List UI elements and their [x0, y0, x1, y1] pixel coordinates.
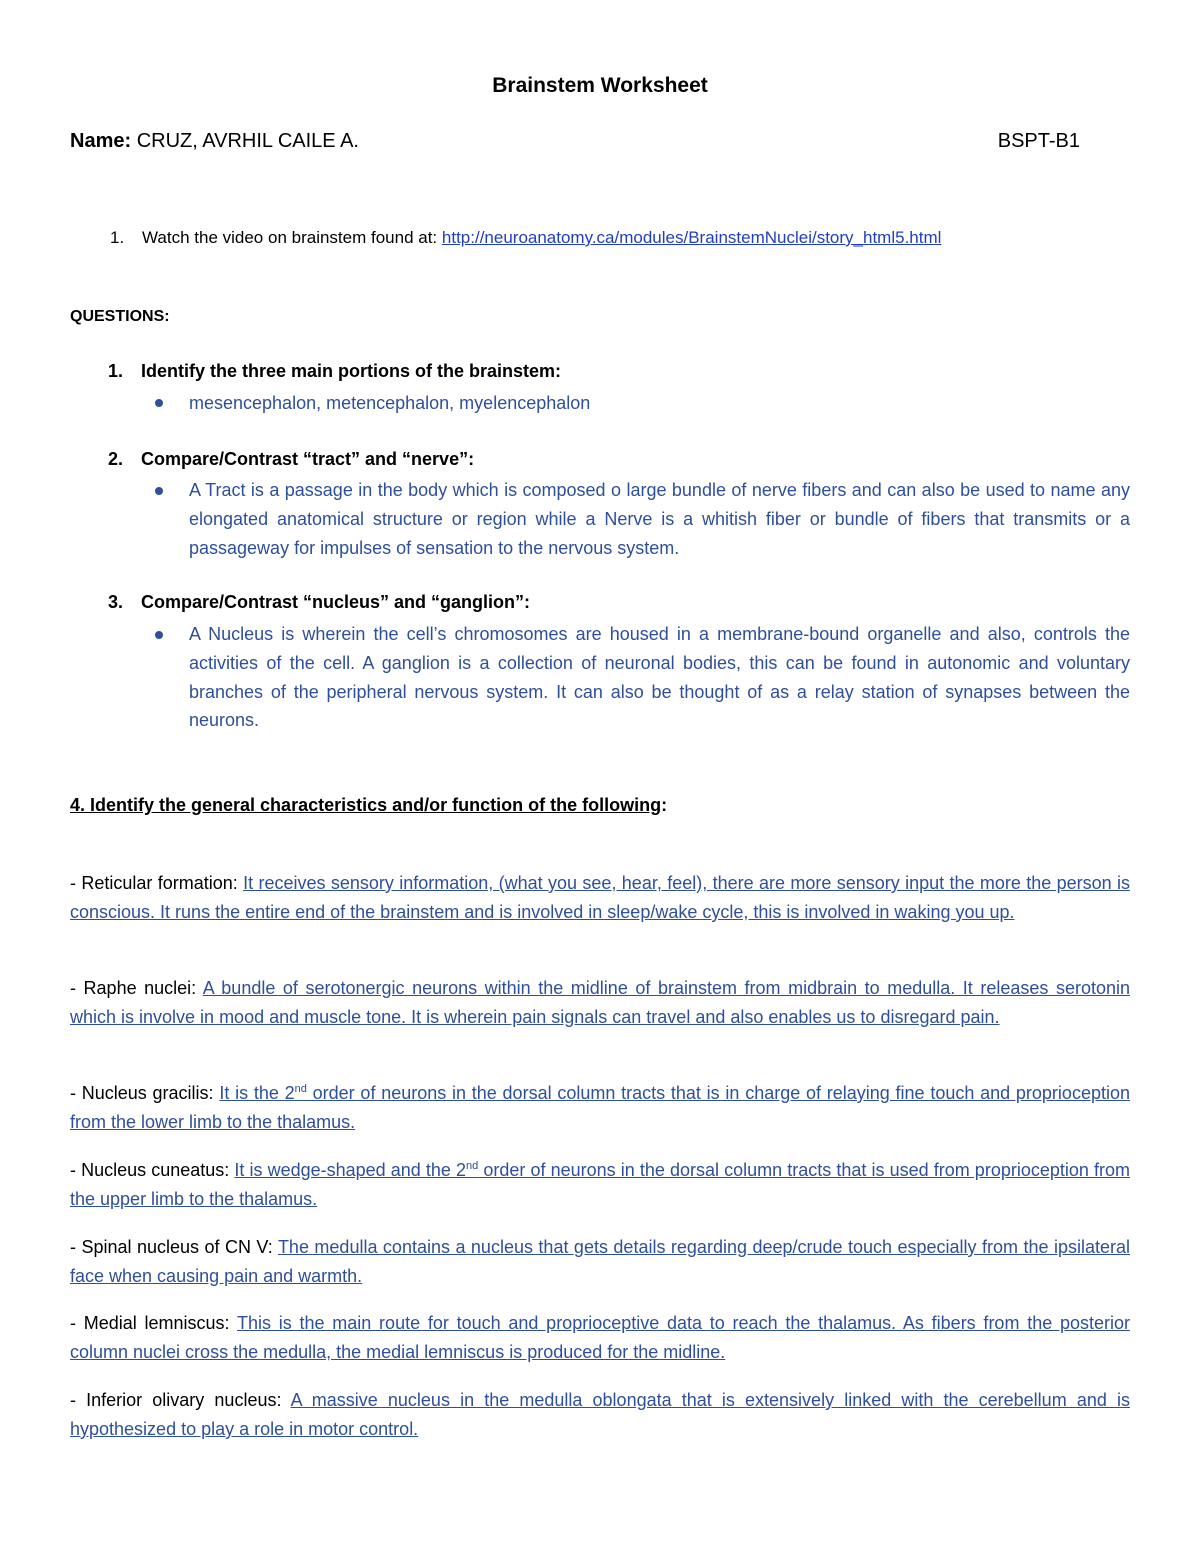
instruction-step [110, 228, 941, 248]
bullet-icon [155, 631, 163, 639]
question-number: 2. [108, 449, 124, 469]
question-1 [108, 361, 561, 382]
term-definition-part: It is wedge-shaped and the 2 [234, 1160, 467, 1180]
term-label: - Spinal nucleus of CN V: [70, 1237, 273, 1257]
term-nucleus-gracilis [70, 1079, 1130, 1137]
term-label: - Raphe nuclei: [70, 978, 197, 998]
instruction-number: 1. [110, 228, 125, 247]
question-prompt: Compare/Contrast “tract” and “nerve”: [141, 449, 475, 469]
term-label: - Medial lemniscus: [70, 1313, 230, 1333]
term-medial-lemniscus [70, 1309, 1130, 1367]
student-section: BSPT-B1 [997, 130, 1080, 152]
term-nucleus-cuneatus [70, 1156, 1130, 1214]
answer-2: A Tract is a passage in the body which is composed o large bundle of nerve fibers and can also be used to name any elongated anatomical structure or region while a Nerve is a whitish fiber or bundle of fibers that transmits or a passageway for impulses of sensation to the nervous system. [189, 480, 1130, 558]
student-name-line [70, 130, 359, 153]
question-prompt: Identify the three main portions of the brainstem: [141, 361, 562, 381]
question-3 [108, 592, 530, 613]
term-definition: A massive nucleus in the medulla oblongata that is extensively linked with the cerebellum and is hypothesized to play a role in motor control. [70, 1390, 1130, 1439]
page-title: Brainstem Worksheet [492, 74, 708, 97]
video-link[interactable]: http://neuroanatomy.ca/modules/BrainstemNuclei/story_html5.html [441, 228, 942, 247]
term-label: - Nucleus gracilis: [70, 1083, 214, 1103]
term-definition-part: order of neurons in the dorsal column tracts that is used from proprioception from the upper limb to the thalamus. [70, 1160, 1130, 1209]
term-spinal-nucleus-cn-v [70, 1233, 1130, 1291]
term-label: - Nucleus cuneatus: [70, 1160, 230, 1180]
ordinal-suffix: nd [294, 1083, 307, 1095]
term-reticular-formation [70, 869, 1130, 927]
question-4-prompt: 4. Identify the general characteristics and/or function of the following [70, 795, 662, 815]
instruction-text: Watch the video on brainstem found at: [142, 228, 438, 247]
question-4-heading [70, 795, 667, 816]
question-prompt: Compare/Contrast “nucleus” and “ganglion”: [141, 592, 531, 612]
questions-heading: QUESTIONS: [70, 308, 170, 325]
student-name: CRUZ, AVRHIL CAILE A. [136, 130, 359, 152]
question-2 [108, 449, 474, 470]
term-label: - Reticular formation: [70, 873, 238, 893]
question-4-colon: : [661, 795, 668, 815]
bullet-icon [155, 399, 163, 407]
term-definition-part: order of neurons in the dorsal column tracts that is in charge of relaying fine touch and proprioception from the lower limb to the thalamus. [70, 1083, 1130, 1132]
term-label: - Inferior olivary nucleus: [70, 1390, 282, 1410]
answer-3: A Nucleus is wherein the cell’s chromosomes are housed in a membrane-bound organelle and also, controls the activities of the cell. A ganglion is a collection of neuronal bodies, this can be found in autonomic and voluntary branches of the peripheral nervous system. It can also be thought of as a relay station of synapses between the neurons. [189, 624, 1130, 731]
term-inferior-olivary-nucleus [70, 1386, 1130, 1444]
term-definition: It receives sensory information, (what you see, hear, feel), there are more sensory input the more the person is conscious. It runs the entire end of the brainstem and is involved in sleep/wake cycle, this is involved in waking you up. [70, 873, 1130, 922]
term-definition: A bundle of serotonergic neurons within the midline of brainstem from midbrain to medulla. It releases serotonin which is involve in mood and muscle tone. It is wherein pain signals can travel and also enables us to disregard pain. [70, 978, 1130, 1027]
answer-1: mesencephalon, metencephalon, myelencephalon [189, 393, 591, 413]
term-raphe-nuclei [70, 974, 1130, 1032]
name-label: Name: [70, 130, 132, 152]
term-definition: This is the main route for touch and proprioceptive data to reach the thalamus. As fibers from the posterior column nuclei cross the medulla, the medial lemniscus is produced for the midline. [70, 1313, 1131, 1362]
term-definition [70, 1083, 1130, 1132]
bullet-icon [155, 487, 163, 495]
ordinal-suffix: nd [466, 1160, 479, 1172]
question-number: 1. [108, 361, 124, 381]
term-definition [70, 1160, 1130, 1209]
term-definition: The medulla contains a nucleus that gets details regarding deep/crude touch especially from the ipsilateral face when causing pain and warmth. [70, 1237, 1130, 1286]
question-number: 3. [108, 592, 124, 612]
term-definition-part: It is the 2 [219, 1083, 295, 1103]
